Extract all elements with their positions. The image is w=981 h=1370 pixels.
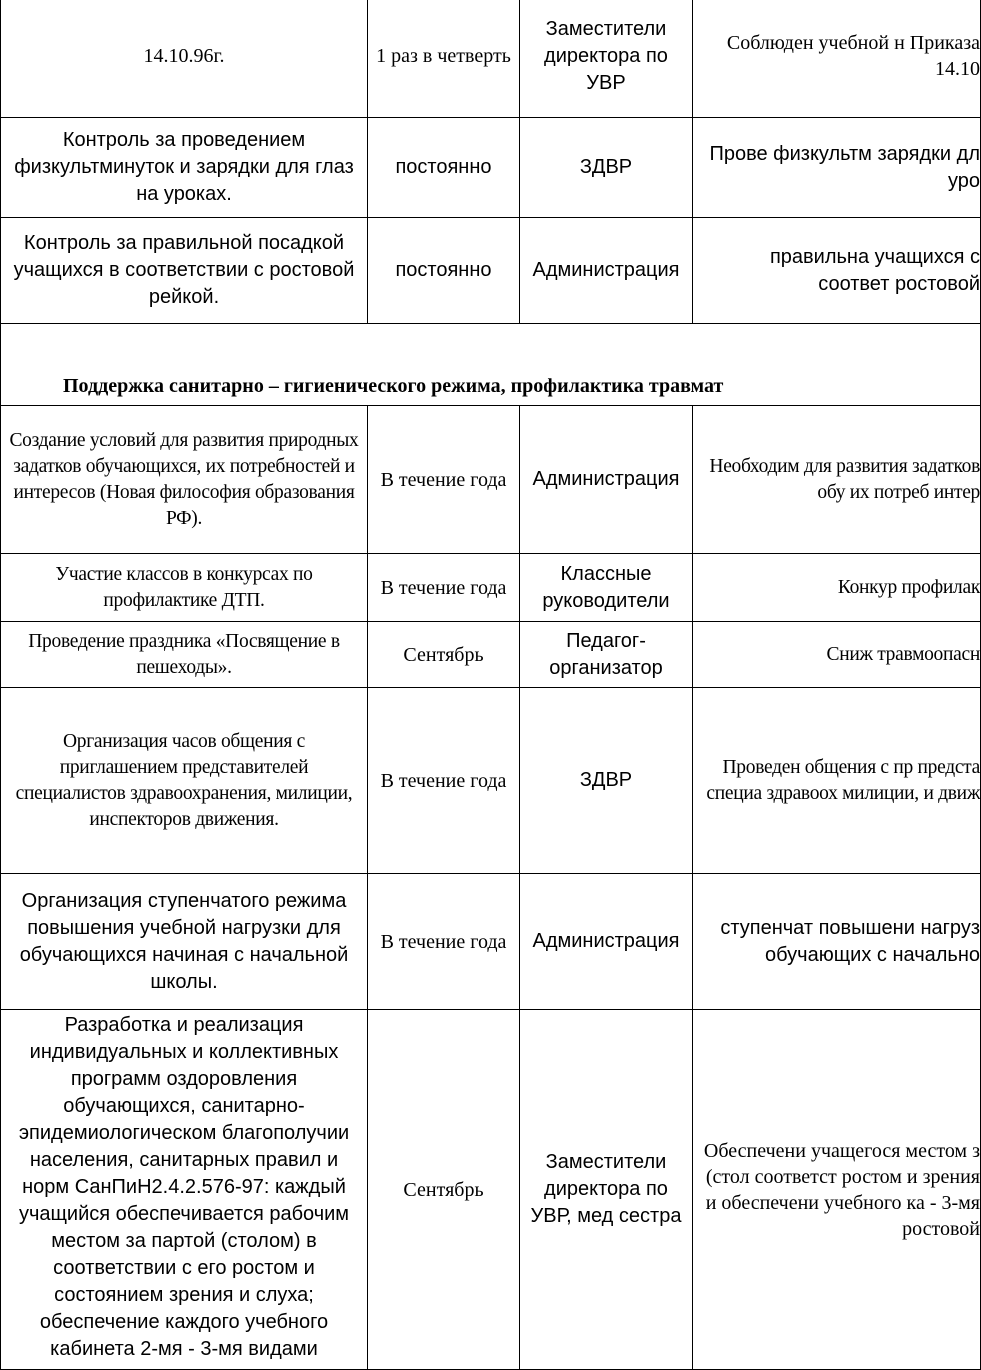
result-cell: Соблюден учебной н Приказа 14.10	[693, 0, 981, 118]
table-row	[1, 0, 981, 118]
timing-cell: В течение года	[368, 554, 520, 622]
table-row	[1, 118, 981, 218]
activity-cell: Участие классов в конкурсах по профилактике ДТП.	[1, 554, 368, 622]
responsible-cell: Педагог-организатор	[520, 622, 693, 688]
result-cell: Обеспечени учащегося местом з (стол соответст ростом и зрения и обеспечени учебного ка - 3-мя ростовой	[693, 1010, 981, 1370]
section-title: Поддержка санитарно – гигиенического режима, профилактика травмат	[1, 324, 981, 406]
activity-cell: Организация часов общения с приглашением представителей специалистов здравоохранения, милиции, инспекторов движения.	[1, 688, 368, 874]
responsible-cell: ЗДВР	[520, 118, 693, 218]
table-row	[1, 554, 981, 622]
timing-cell: Сентябрь	[368, 1010, 520, 1370]
timing-cell: постоянно	[368, 118, 520, 218]
frequency-cell: 1 раз в четверть	[368, 0, 520, 118]
activity-cell: Проведение праздника «Посвящение в пешеходы».	[1, 622, 368, 688]
timing-cell: В течение года	[368, 688, 520, 874]
table-row	[1, 622, 981, 688]
timing-cell: Сентябрь	[368, 622, 520, 688]
table-row	[1, 688, 981, 874]
result-cell: Конкур профилак	[693, 554, 981, 622]
responsible-cell: Заместители директора по УВР	[520, 0, 693, 118]
table-row	[1, 874, 981, 1010]
timing-cell: постоянно	[368, 218, 520, 324]
result-cell: правильна учащихся с соответ ростовой	[693, 218, 981, 324]
result-cell: Необходим для развития задатков обу их потреб интер	[693, 406, 981, 554]
responsible-cell: Заместители директора по УВР, мед сестра	[520, 1010, 693, 1370]
responsible-cell: Администрация	[520, 874, 693, 1010]
table-row	[1, 406, 981, 554]
table-row	[1, 1010, 981, 1370]
activity-cell: Организация ступенчатого режима повышения учебной нагрузки для обучающихся начиная с начальной школы.	[1, 874, 368, 1010]
responsible-cell: Администрация	[520, 218, 693, 324]
section-row	[1, 324, 981, 406]
timing-cell: В течение года	[368, 406, 520, 554]
result-cell: Прове физкультм зарядки дл уро	[693, 118, 981, 218]
activity-cell: Создание условий для развития природных задатков обучающихся, их потребностей и интересов (Новая философия образования РФ).	[1, 406, 368, 554]
timing-cell: В течение года	[368, 874, 520, 1010]
responsible-cell: Администрация	[520, 406, 693, 554]
result-cell: ступенчат повышени нагруз обучающих с начально	[693, 874, 981, 1010]
result-cell: Сниж травмоопасн	[693, 622, 981, 688]
result-cell: Проведен общения с пр предста специа здравоох милиции, и движ	[693, 688, 981, 874]
date-cell: 14.10.96г.	[1, 0, 368, 118]
responsible-cell: ЗДВР	[520, 688, 693, 874]
activity-cell: Контроль за проведением физкультминуток и зарядки для глаз на уроках.	[1, 118, 368, 218]
table-row	[1, 218, 981, 324]
activity-cell: Разработка и реализация индивидуальных и коллективных программ оздоровления обучающихся, санитарно-эпидемиологическом благополучии населения, санитарных правил и норм СанПиН2.4.2.576-97: каждый учащийся обеспечивается рабочим местом за партой (столом) в соответствии с его ростом и состоянием зрения и слуха; обеспечение каждого учебного кабинета 2-мя - 3-мя видами	[1, 1010, 368, 1370]
activity-cell: Контроль за правильной посадкой учащихся в соответствии с ростовой рейкой.	[1, 218, 368, 324]
responsible-cell: Классные руководители	[520, 554, 693, 622]
